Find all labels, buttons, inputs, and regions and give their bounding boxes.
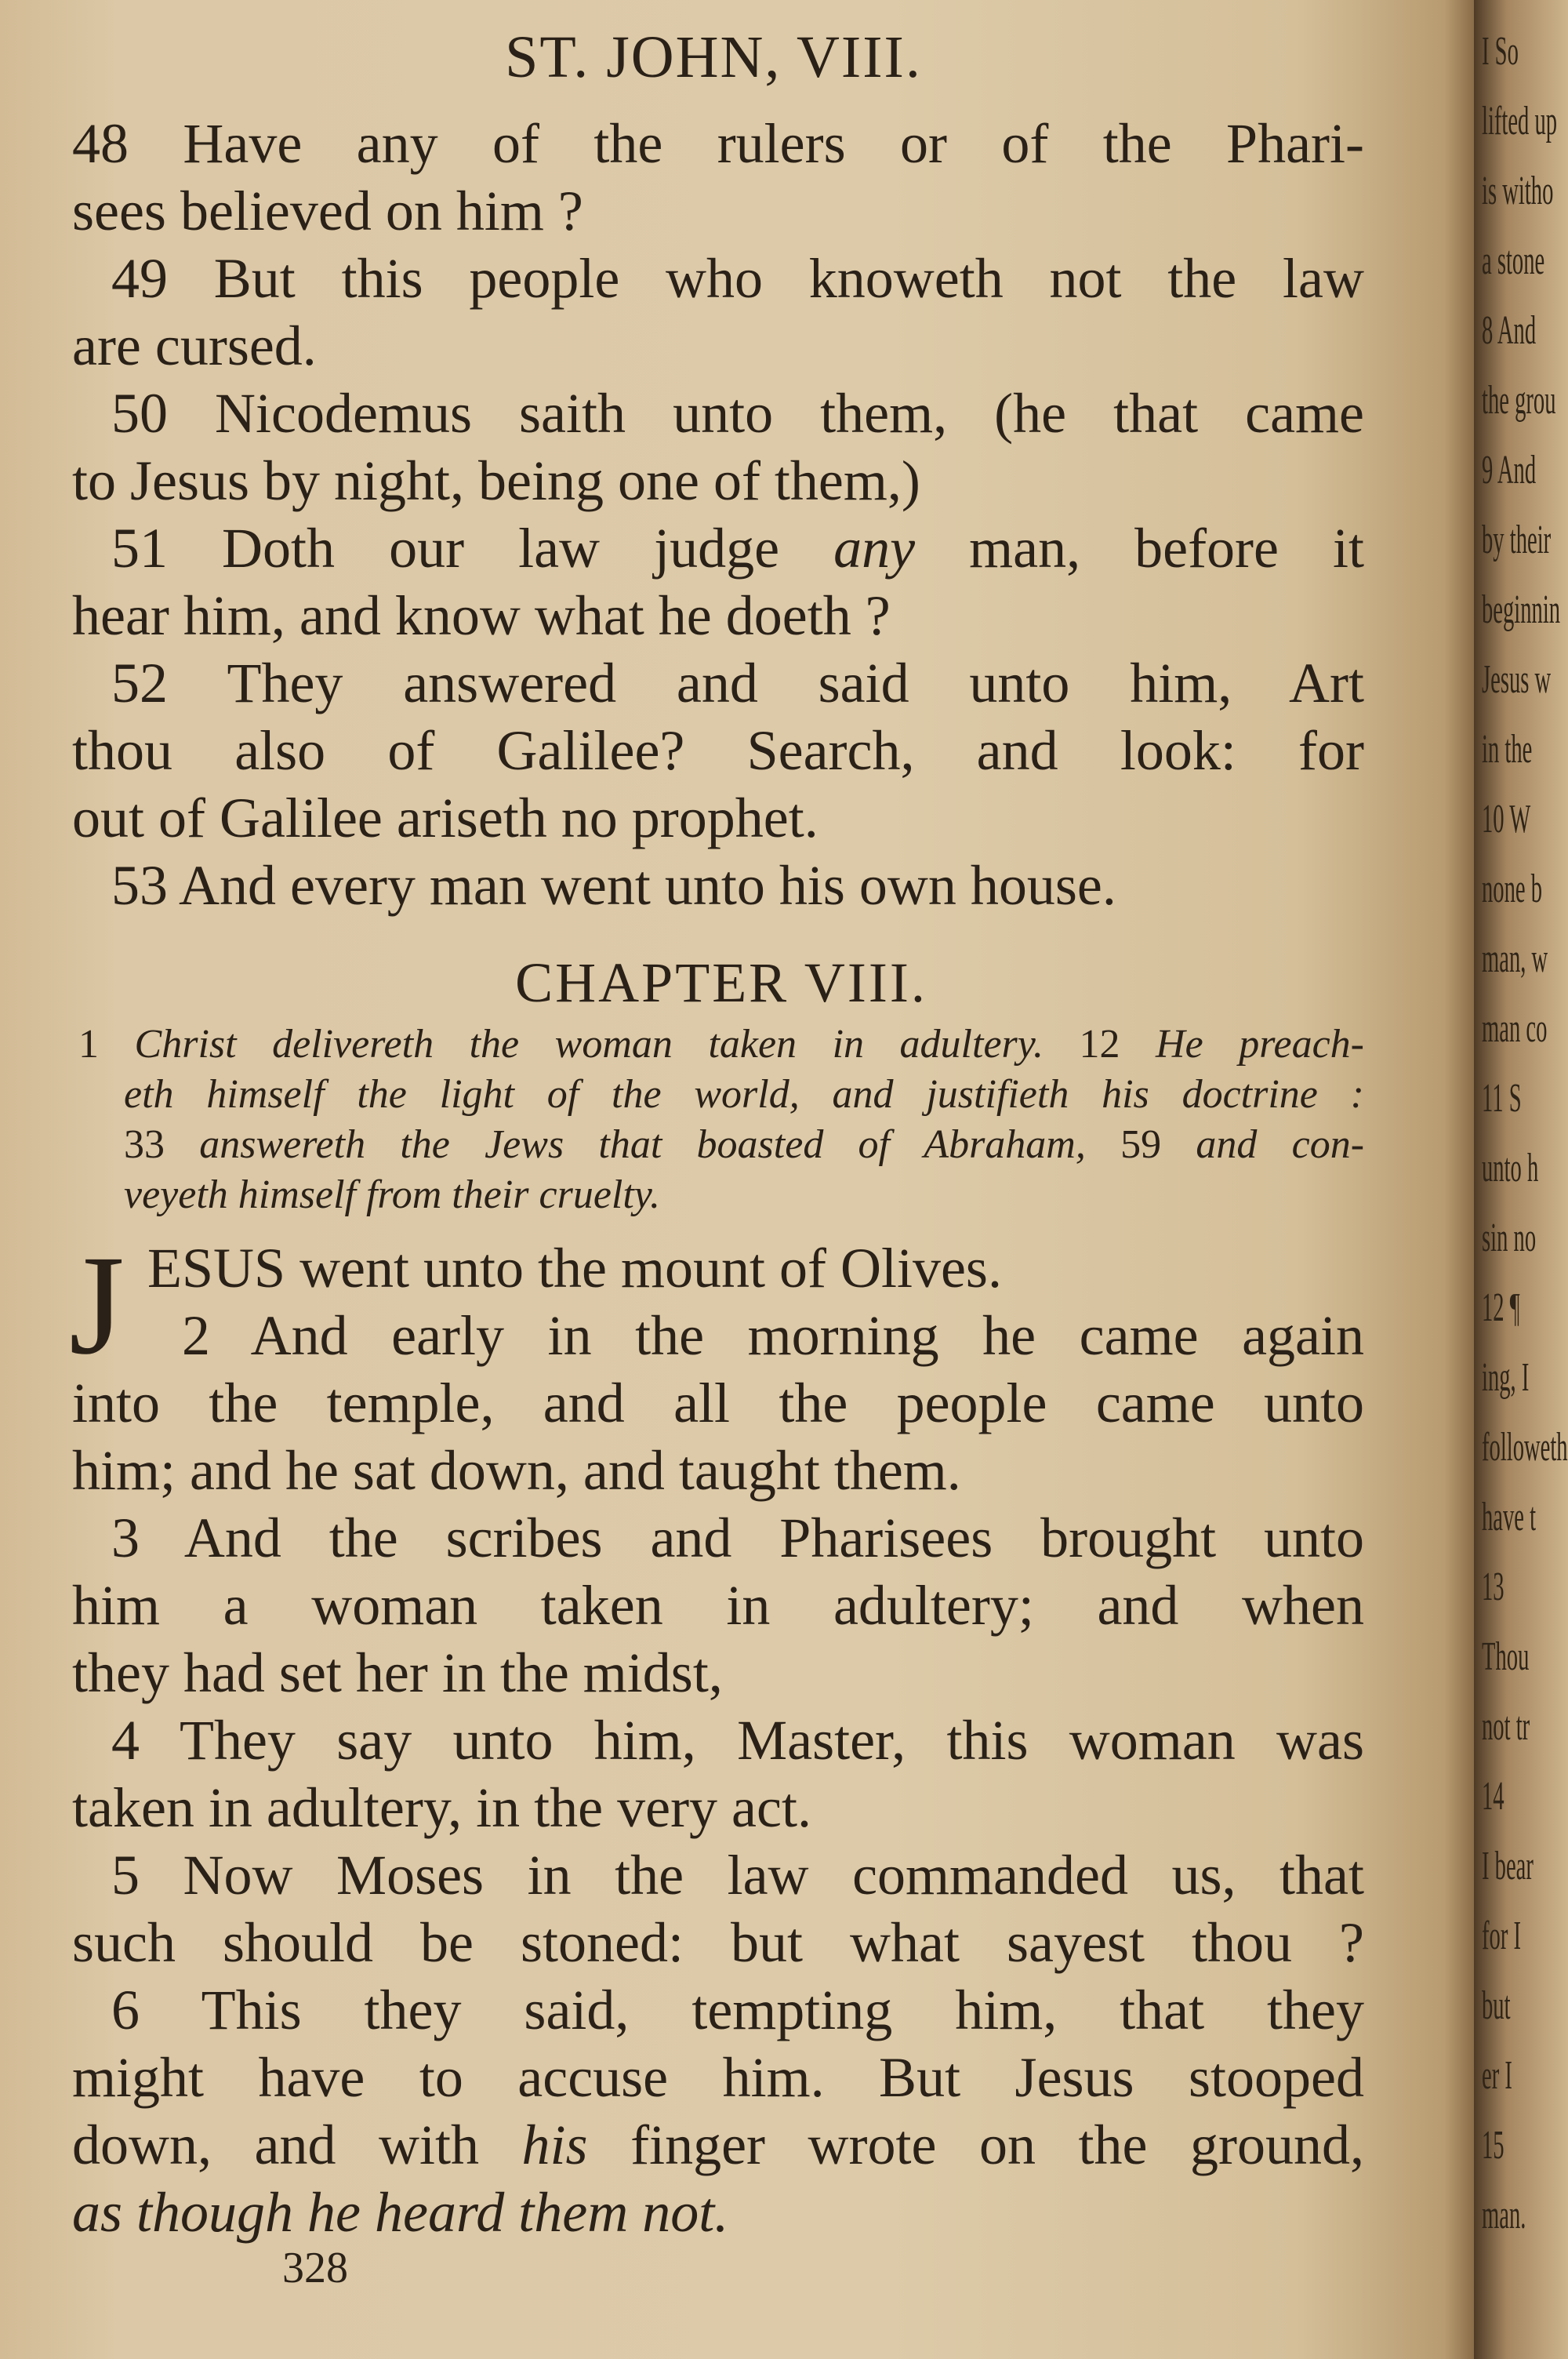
- facing-page-fragment: sin no: [1482, 1216, 1537, 1260]
- facing-page-fragment: Thou: [1482, 1634, 1530, 1679]
- facing-page-fragment: followeth: [1482, 1425, 1568, 1470]
- text-line: ESUS went unto the mount of Olives.: [147, 1237, 1002, 1299]
- text-line: 49 But this people who knoweth not the law: [111, 247, 1364, 310]
- text-line: 50 Nicodemus saith unto them, (he that came: [111, 382, 1364, 445]
- facing-page-fragment: not tr: [1482, 1704, 1530, 1749]
- text-line: [72, 2111, 1364, 2179]
- summary-text: eth himself the light of the world, and justifieth his doctrine :: [124, 1072, 1364, 1117]
- summary-ref: 1: [78, 1022, 99, 1067]
- text-line: 5 Now Moses in the law commanded us, that: [111, 1844, 1364, 1906]
- summary-text: veyeth himself from their cruelty.: [124, 1172, 660, 1217]
- facing-page-fragment: 8 And: [1482, 308, 1537, 353]
- page-number: 328: [282, 2244, 348, 2292]
- text-line: to Jesus by night, being one of them,): [72, 449, 920, 512]
- facing-page-fragment: I bear: [1482, 1844, 1534, 1888]
- facing-page-fragment: 11 S: [1482, 1076, 1522, 1121]
- summary-ref: 59: [1120, 1122, 1162, 1167]
- facing-page-fragment: have t: [1482, 1495, 1537, 1539]
- text-line: 3 And the scribes and Pharisees brought unto: [111, 1507, 1364, 1569]
- facing-page-fragment: by their: [1482, 518, 1552, 562]
- facing-page-fragment: none b: [1482, 867, 1543, 911]
- chapter-heading: CHAPTER VIII.: [515, 951, 927, 1014]
- verse-1: [147, 1234, 1364, 1302]
- text-line: out of Galilee ariseth no prophet.: [72, 787, 818, 849]
- summary-text: answereth the Jews that boasted of Abraham,: [199, 1122, 1086, 1167]
- facing-page-fragment: the grou: [1482, 378, 1556, 423]
- italic-word: any: [833, 517, 916, 580]
- drop-cap: J: [69, 1227, 125, 1384]
- verse-52: [72, 649, 1364, 852]
- facing-page-fragment: man co: [1482, 1006, 1548, 1051]
- text-line: [72, 514, 1364, 582]
- facing-page-fragment: is witho: [1482, 169, 1554, 213]
- text-line: [72, 2179, 1364, 2246]
- italic-phrase: as though he heard them not.: [72, 2181, 729, 2244]
- text-line: him a woman taken in adultery; and when: [72, 1574, 1364, 1637]
- verse-48: [72, 110, 1364, 245]
- text-line: such should be stoned: but what sayest thou ?: [72, 1911, 1364, 1974]
- verse-50: [72, 380, 1364, 514]
- facing-page-fragment: man, w: [1482, 936, 1548, 981]
- summary-line: [78, 1120, 1364, 1170]
- summary-text: Christ delivereth the woman taken in adultery.: [134, 1022, 1044, 1067]
- facing-page-fragment: in the: [1482, 727, 1533, 772]
- verse-49: [72, 245, 1364, 380]
- facing-page-fragment: 10 W: [1482, 797, 1531, 841]
- verse-51-end: man, before it: [969, 517, 1365, 580]
- verse-6-part: finger wrote on the ground,: [630, 2114, 1364, 2176]
- text-line: are cursed.: [72, 314, 317, 377]
- facing-page-fragment: 12 ¶: [1482, 1285, 1520, 1330]
- text-line: 52 They answered and said unto him, Art: [111, 652, 1364, 714]
- facing-page-edge: [1474, 0, 1568, 2359]
- verse-6-part: down, and with: [72, 2114, 480, 2176]
- text-line: taken in adultery, in the very act.: [72, 1776, 811, 1839]
- verse-53: [72, 852, 1364, 919]
- verse-2: [72, 1302, 1364, 1504]
- text-line: him; and he sat down, and taught them.: [72, 1439, 961, 1502]
- text-line: sees believed on him ?: [72, 180, 583, 242]
- facing-page-fragment: I So: [1482, 29, 1519, 74]
- facing-page-fragment: Jesus w: [1482, 657, 1552, 702]
- summary-text: and con-: [1196, 1122, 1365, 1167]
- summary-ref: 33: [124, 1122, 165, 1167]
- facing-page-fragment: 15: [1482, 2123, 1504, 2168]
- text-line: 48 Have any of the rulers or of the Phari-: [72, 112, 1364, 175]
- facing-page-fragment: er I: [1482, 2053, 1512, 2098]
- facing-page-fragment: man.: [1482, 2193, 1526, 2237]
- facing-page-fragment: unto h: [1482, 1146, 1539, 1190]
- text-line: into the temple, and all the people came unto: [72, 1372, 1364, 1434]
- text-line: hear him, and know what he doeth ?: [72, 584, 891, 647]
- facing-page-fragment: ing, I: [1482, 1355, 1530, 1400]
- facing-page-fragment: beginnin: [1482, 587, 1561, 632]
- summary-line: [78, 1070, 1364, 1120]
- verse-51: [72, 514, 1364, 649]
- facing-page-fragment: for I: [1482, 1914, 1522, 1958]
- facing-page-fragment: lifted up: [1482, 99, 1558, 144]
- facing-page-fragment: 13: [1482, 1565, 1504, 1609]
- summary-text: He preach-: [1156, 1022, 1364, 1067]
- verse-51-start: 51 Doth our law judge: [111, 517, 780, 580]
- text-line: 4 They say unto him, Master, this woman was: [111, 1709, 1364, 1772]
- running-header: ST. JOHN, VIII.: [505, 24, 922, 90]
- summary-line: [78, 1170, 1364, 1220]
- verse-5: [72, 1841, 1364, 1976]
- verse-4: [72, 1707, 1364, 1841]
- facing-page-fragment: but: [1482, 1983, 1511, 2028]
- verse-3: [72, 1504, 1364, 1707]
- text-line: they had set her in the midst,: [72, 1641, 723, 1704]
- facing-page-fragment: 9 And: [1482, 448, 1537, 493]
- text-line: 6 This they said, tempting him, that they: [111, 1979, 1364, 2041]
- text-line: thou also of Galilee? Search, and look: for: [72, 719, 1364, 782]
- summary-ref: 12: [1079, 1022, 1120, 1067]
- chapter-summary: [78, 1020, 1364, 1220]
- facing-page-fragment: a stone: [1482, 238, 1545, 283]
- text-line: 2 And early in the morning he came again: [182, 1304, 1364, 1367]
- facing-page-fragment: 14: [1482, 1774, 1504, 1819]
- italic-word: his: [521, 2114, 588, 2176]
- text-line: 53 And every man went unto his own house.: [111, 854, 1116, 917]
- verse-6: [72, 1976, 1364, 2246]
- text-line: might have to accuse him. But Jesus stooped: [72, 2046, 1364, 2109]
- summary-line: [78, 1020, 1364, 1070]
